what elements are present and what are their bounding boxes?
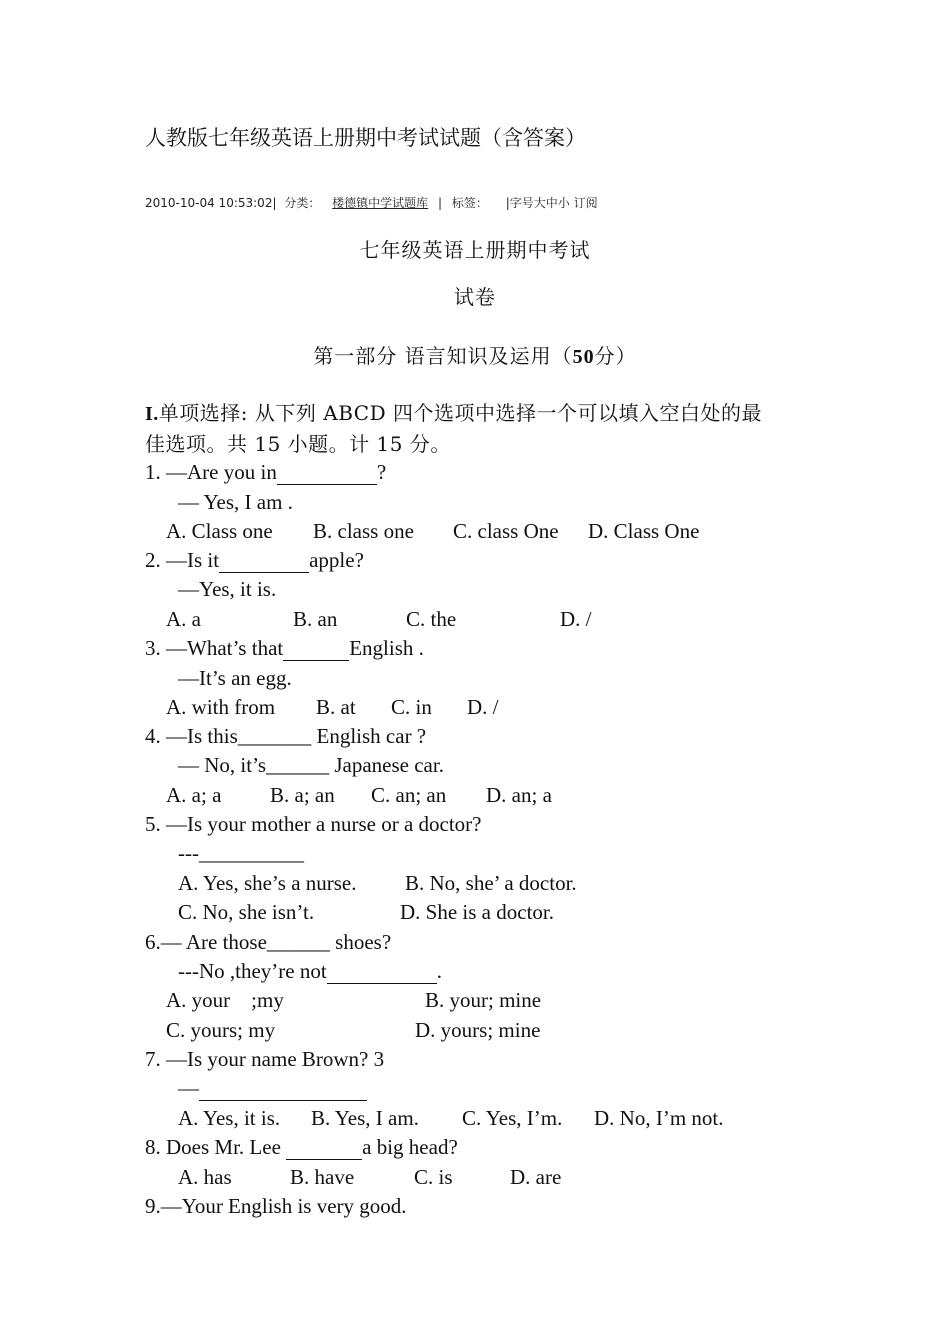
q4-option-d[interactable]: D. an; a xyxy=(486,783,552,807)
q8-option-b[interactable]: B. have xyxy=(290,1165,355,1189)
answer-blank[interactable] xyxy=(199,1078,367,1101)
q7-reply: — xyxy=(178,1076,367,1101)
section-number: I. xyxy=(145,403,159,425)
q6-option-a[interactable]: A. your ;my xyxy=(166,988,284,1012)
q8-option-c[interactable]: C. is xyxy=(414,1165,453,1189)
part-suffix: 分） xyxy=(594,344,637,368)
q6-option-b[interactable]: B. your; mine xyxy=(425,988,542,1012)
q5-option-b[interactable]: B. No, she’ a doctor. xyxy=(405,871,577,895)
answer-blank[interactable] xyxy=(286,1137,362,1160)
q4-reply: — No, it’s______ Japanese car. xyxy=(178,753,444,777)
category-link[interactable]: 楼德镇中学试题库 xyxy=(332,196,429,210)
q7-option-c[interactable]: C. Yes, I’m. xyxy=(462,1106,563,1130)
q6-option-d[interactable]: D. yours; mine xyxy=(415,1018,541,1042)
q1-option-b[interactable]: B. class one xyxy=(313,519,414,543)
q7-option-d[interactable]: D. No, I’m not. xyxy=(594,1106,724,1130)
q5-option-c[interactable]: C. No, she isn’t. xyxy=(178,900,315,924)
answer-blank[interactable] xyxy=(219,550,309,573)
q2-option-a[interactable]: A. a xyxy=(166,607,201,631)
q3-stem: 3. —What’s that English . xyxy=(145,636,424,660)
document-title: 人教版七年级英语上册期中考试试题（含答案） xyxy=(145,126,586,150)
q1-option-d[interactable]: D. Class One xyxy=(588,519,700,543)
exam-title: 七年级英语上册期中考试 xyxy=(359,238,591,262)
q2-reply: —Yes, it is. xyxy=(178,577,277,601)
section-instructions xyxy=(145,398,762,459)
tags-label: 标签： xyxy=(451,196,488,210)
answer-blank[interactable] xyxy=(327,961,437,984)
meta-separator: | xyxy=(438,196,443,210)
category-label: 分类： xyxy=(284,196,321,210)
q8-option-a[interactable]: A. has xyxy=(178,1165,232,1189)
part-prefix: 第一部分 语言知识及运用（ xyxy=(313,344,573,368)
q3-reply: —It’s an egg. xyxy=(178,666,292,690)
q3-option-a[interactable]: A. with from xyxy=(166,695,276,719)
post-datetime: 2010-10-04 10:53:02| xyxy=(145,196,277,210)
answer-blank[interactable] xyxy=(283,638,349,661)
q7-stem: 7. —Is your name Brown? 3 xyxy=(145,1047,385,1071)
q9-stem: 9.—Your English is very good. xyxy=(145,1194,407,1218)
q2-option-b[interactable]: B. an xyxy=(293,607,338,631)
exam-subtitle: 试卷 xyxy=(454,285,496,309)
part-heading xyxy=(0,340,950,369)
q4-option-b[interactable]: B. a; an xyxy=(270,783,335,807)
q5-stem: 5. —Is your mother a nurse or a doctor? xyxy=(145,812,482,836)
section-line-2: 佳选项。共 15 小题。计 15 分。 xyxy=(145,432,451,456)
q1-option-c[interactable]: C. class One xyxy=(453,519,559,543)
q5-option-a[interactable]: A. Yes, she’s a nurse. xyxy=(178,871,357,895)
q6-reply: ---No ,they’re not . xyxy=(178,959,442,983)
q4-option-c[interactable]: C. an; an xyxy=(371,783,447,807)
q1-option-a[interactable]: A. Class one xyxy=(166,519,273,543)
q2-option-d[interactable]: D. / xyxy=(560,607,592,631)
post-meta xyxy=(145,194,598,211)
part-score: 50 xyxy=(572,346,595,368)
q2-option-c[interactable]: C. the xyxy=(406,607,457,631)
q7-option-a[interactable]: A. Yes, it is. xyxy=(178,1106,281,1130)
answer-blank[interactable] xyxy=(277,462,377,485)
q6-option-c[interactable]: C. yours; my xyxy=(166,1018,276,1042)
q3-option-c[interactable]: C. in xyxy=(391,695,432,719)
q6-stem: 6.— Are those______ shoes? xyxy=(145,930,392,954)
q3-option-d[interactable]: D. / xyxy=(467,695,499,719)
q1-reply: — Yes, I am . xyxy=(178,490,293,514)
section-line-1: 单项选择: 从下列 ABCD 四个选项中选择一个可以填入空白处的最 xyxy=(158,401,762,425)
q7-option-b[interactable]: B. Yes, I am. xyxy=(311,1106,419,1130)
q2-stem: 2. —Is it apple? xyxy=(145,548,364,572)
q5-option-d[interactable]: D. She is a doctor. xyxy=(400,900,554,924)
q4-stem: 4. —Is this_______ English car ? xyxy=(145,724,427,748)
q8-stem: 8. Does Mr. Lee a big head? xyxy=(145,1135,458,1159)
q5-reply: ---__________ xyxy=(178,841,304,865)
q1-stem: 1. —Are you in ? xyxy=(145,460,387,484)
q8-option-d[interactable]: D. are xyxy=(510,1165,562,1189)
q3-option-b[interactable]: B. at xyxy=(316,695,356,719)
q4-option-a[interactable]: A. a; a xyxy=(166,783,222,807)
font-size-tools[interactable]: |字号大中小 订阅 xyxy=(505,196,598,210)
